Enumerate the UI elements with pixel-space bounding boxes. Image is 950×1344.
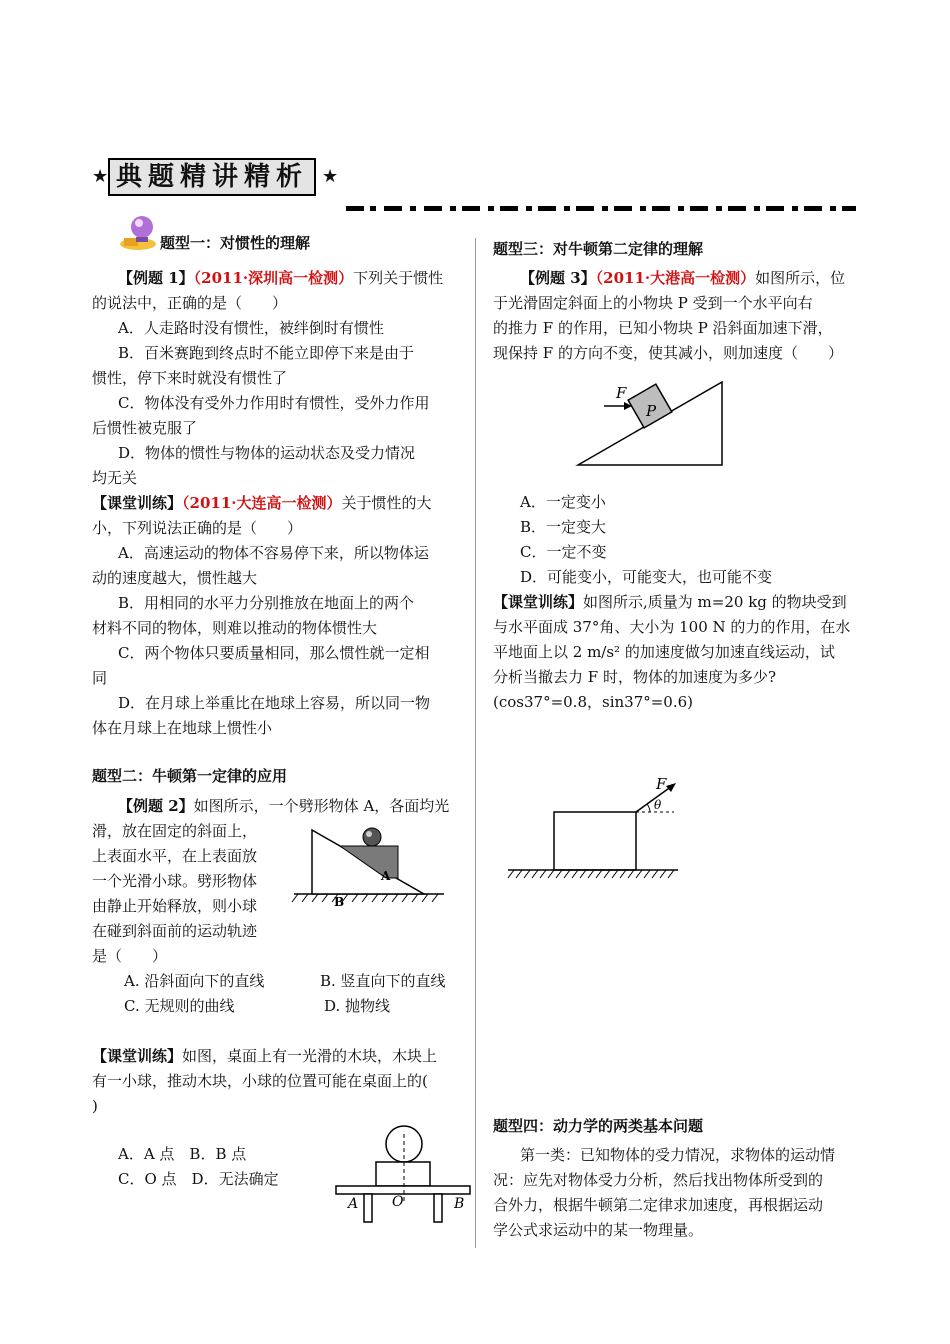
train1-text: 关于惯性的大 xyxy=(341,494,432,512)
example2-text: 如图所示，一个劈形物体 A，各面均光 xyxy=(193,797,450,815)
train3-text: 如图所示,质量为 m=20 kg 的物块受到 xyxy=(583,593,847,611)
example3-line4: 现保持 F 的方向不变，使其减小，则加速度（ ） xyxy=(493,344,843,362)
train1-option-a-cont: 动的速度越大，惯性越大 xyxy=(92,569,258,587)
example3-option-d: D．可能变小，可能变大，也可能不变 xyxy=(520,568,773,586)
example1-option-c-cont: 后惯性被克服了 xyxy=(92,419,198,437)
train3-line4: 分析当撤去力 F 时，物体的加速度为多少? xyxy=(493,668,776,686)
example1-option-b-cont: 惯性，停下来时就没有惯性了 xyxy=(92,369,288,387)
train1-source: （2011·大连高一检测） xyxy=(182,494,342,512)
example2-label: 【例题 2】 xyxy=(118,797,194,815)
example1-source: （2011·深圳高一检测） xyxy=(193,269,354,287)
incline-label-b: B xyxy=(334,895,345,908)
example1-text: 下列关于惯性 xyxy=(353,269,444,287)
train2-label: 【课堂训练】 xyxy=(92,1047,183,1065)
type2-heading: 题型二：牛顿第一定律的应用 xyxy=(92,767,288,785)
type4-line1: 第一类：已知物体的受力情况，求物体的运动情 xyxy=(520,1146,836,1164)
example2-option-a: A. 沿斜面向下的直线 xyxy=(124,972,265,990)
example2-line3: 上表面水平，在上表面放 xyxy=(92,847,258,865)
example1-option-a: A．人走路时没有惯性，被绊倒时有惯性 xyxy=(118,319,384,337)
example1-line2: 的说法中，正确的是（ ） xyxy=(92,294,288,312)
example3-text: 如图所示，位 xyxy=(755,269,846,287)
incline-force-label: F xyxy=(616,384,627,402)
type4-heading: 题型四：动力学的两类基本问题 xyxy=(493,1117,704,1135)
block-angled-force-figure xyxy=(504,772,684,882)
train2-text: 如图，桌面上有一光滑的木块，木块上 xyxy=(182,1047,438,1065)
example3-line2: 于光滑固定斜面上的小物块 P 受到一个水平向右 xyxy=(493,294,813,312)
incline-block-figure xyxy=(570,378,730,470)
example2-line6: 在碰到斜面前的运动轨迹 xyxy=(92,922,258,940)
train1-option-b: B．用相同的水平力分别推放在地面上的两个 xyxy=(118,594,415,612)
example2-option-c: C. 无规则的曲线 xyxy=(124,997,235,1015)
example3-source: （2011·大港高一检测） xyxy=(595,269,756,287)
wedge-label-a: A xyxy=(381,869,391,883)
example3-first-line xyxy=(520,266,845,290)
table-point-a: A xyxy=(348,1196,359,1212)
train3-label: 【课堂训练】 xyxy=(493,593,584,611)
train2-line3: ) xyxy=(92,1097,98,1115)
train1-option-d: D．在月球上举重比在地球上容易，所以同一物 xyxy=(118,694,431,712)
force-label: F xyxy=(656,775,667,793)
train2-options-ab: A．A 点 B．B 点 xyxy=(118,1145,247,1163)
example3-line3: 的推力 F 的作用，已知小物块 P 沿斜面加速下滑， xyxy=(493,319,833,337)
crystal-ball-icon xyxy=(116,210,158,252)
example1-option-b: B．百米赛跑到终点时不能立即停下来是由于 xyxy=(118,344,415,362)
train3-line2: 与水平面成 37°角、大小为 100 N 的力的作用，在水 xyxy=(493,618,851,636)
star-right-icon: ★ xyxy=(322,166,339,187)
angle-label: θ xyxy=(654,798,662,812)
train1-option-a: A．高速运动的物体不容易停下来，所以物体运 xyxy=(118,544,429,562)
example2-line5: 由静止开始释放，则小球 xyxy=(92,897,258,915)
example2-line2: 滑，放在固定的斜面上， xyxy=(92,822,258,840)
train2-line2: 有一小球，推动木块，小球的位置可能在桌面上的( xyxy=(92,1072,428,1090)
example1-option-d-cont: 均无关 xyxy=(92,469,138,487)
table-point-o: O xyxy=(392,1194,404,1210)
train1-option-d-cont: 体在月球上在地球上惯性小 xyxy=(92,719,273,737)
type4-line4: 学公式求运动中的某一物理量。 xyxy=(493,1221,704,1239)
example1-option-d: D．物体的惯性与物体的运动状态及受力情况 xyxy=(118,444,416,462)
example3-option-a: A．一定变小 xyxy=(520,493,606,511)
train1-option-b-cont: 材料不同的物体，则难以推动的物体惯性大 xyxy=(92,619,378,637)
train1-label: 【课堂训练】 xyxy=(92,494,183,512)
example3-option-c: C．一定不变 xyxy=(520,543,607,561)
table-block-ball-figure xyxy=(330,1124,476,1228)
example3-label: 【例题 3】 xyxy=(520,269,596,287)
type1-heading: 题型一：对惯性的理解 xyxy=(160,234,311,252)
column-divider xyxy=(475,238,476,1248)
train1-option-c-cont: 同 xyxy=(92,669,108,687)
train2-first-line xyxy=(92,1044,437,1068)
type4-line2: 况：应先对物体受力分析，然后找出物体所受到的 xyxy=(493,1171,824,1189)
wedge-incline-figure xyxy=(288,822,448,908)
train3-first-line xyxy=(493,590,847,614)
example2-line4: 一个光滑小球。劈形物体 xyxy=(92,872,258,890)
train3-line5: (cos37°=0.8，sin37°=0.6) xyxy=(493,693,694,711)
example1-label: 【例题 1】 xyxy=(118,269,194,287)
section-banner-title: 典题精讲精析 xyxy=(108,158,316,196)
incline-block-label: P xyxy=(646,402,657,420)
train3-line3: 平地面上以 2 m/s² 的加速度做匀加速直线运动，试 xyxy=(493,643,835,661)
example1-first-line xyxy=(118,266,443,290)
type4-line3: 合外力，根据牛顿第二定律求加速度，再根据运动 xyxy=(493,1196,824,1214)
example2-option-b: B. 竖直向下的直线 xyxy=(320,972,446,990)
train1-option-c: C．两个物体只要质量相同，那么惯性就一定相 xyxy=(118,644,430,662)
example2-first-line xyxy=(118,794,449,818)
example2-option-d: D. 抛物线 xyxy=(324,997,391,1015)
example3-option-b: B．一定变大 xyxy=(520,518,607,536)
train2-options-cd: C．O 点 D．无法确定 xyxy=(118,1170,279,1188)
table-point-b: B xyxy=(454,1196,465,1212)
example2-line7: 是（ ） xyxy=(92,947,168,965)
train1-first-line xyxy=(92,491,432,515)
train1-line2: 小，下列说法正确的是（ ） xyxy=(92,519,303,537)
type3-heading: 题型三：对牛顿第二定律的理解 xyxy=(493,240,704,258)
star-left-icon: ★ xyxy=(92,166,109,187)
example1-option-c: C．物体没有受外力作用时有惯性，受外力作用 xyxy=(118,394,430,412)
